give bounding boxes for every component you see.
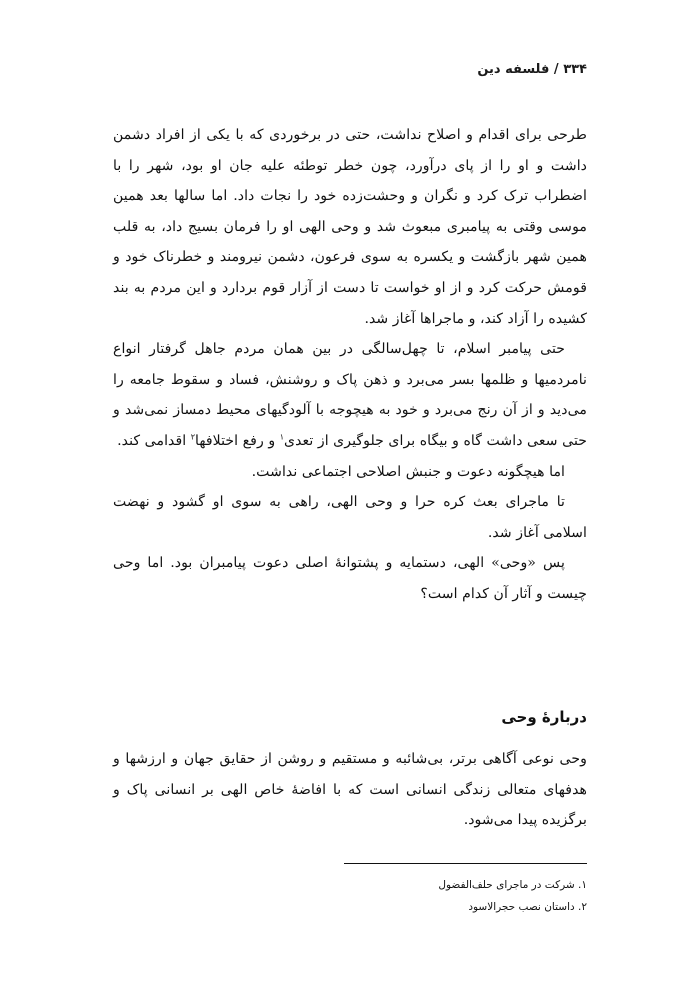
paragraph-5: پس «وحی» الهی، دستمایه و پشتوانهٔ اصلی دعوت پیامبران بود. اما وحی چیست و آثار آن کدام است؟: [113, 555, 587, 602]
paragraph-4: تا ماجرای بعث کره حرا و وحی الهی، راهی به سوی او گشود و نهضت اسلامی آغاز شد.: [113, 494, 587, 541]
paragraph-2-text-a: حتی پیامبر اسلام، تا چهل‌سالگی در بین همان مردم جاهل گرفتار انواع نامردمیها و ظلمها بسر می‌برد و ذهن پاک و روشنش، فساد و سقوط جامعه را می‌دید و از آن رنج می‌برد و خود به هیچوجه با آلودگیهای محیط دمساز نمی‌شد و حتی سعی داشت گاه و بیگاه برای جلوگیری از تعدی: [113, 341, 587, 449]
section-body-text: [113, 744, 587, 836]
paragraph-2-text-c: اقدامی کند.: [117, 432, 191, 449]
footnote-divider: [344, 863, 587, 864]
paragraph-2: [113, 334, 587, 456]
footnotes: [438, 874, 587, 918]
paragraph-3: اما هیچگونه دعوت و جنبش اصلاحی اجتماعی نداشت.: [251, 463, 565, 480]
section-paragraph: وحی نوعی آگاهی برتر، بی‌شائبه و مستقیم و روشن از حقایق جهان و ارزشها و هدفهای متعالی زندگی انسانی است که با افاضهٔ خاص الهی بر انسانی پاک و برگزیده پیدا می‌شود.: [113, 751, 587, 829]
footnote-ref-1[interactable]: ۱: [279, 432, 284, 442]
footnote-1: [438, 874, 587, 896]
footnote-2-number: ۲.: [578, 901, 587, 913]
footnote-2-text: داستان نصب حجرالاسود: [468, 901, 575, 913]
footnote-1-text: شرکت در ماجرای حلف‌الفضول: [438, 879, 575, 891]
paragraph-2-text-b: و رفع اختلافها: [195, 432, 280, 449]
footnote-ref-2[interactable]: ۲: [190, 432, 196, 442]
paragraph-1: طرحی برای اقدام و اصلاح نداشت، حتی در برخوردی که با یکی از افراد دشمن داشت و او را از پای درآورد، چون خطر توطئه علیه جان او بود، شهر را با اضطراب ترک کرد و نگران و وحشت‌زده خود را نجات داد. اما سالها بعد همین موسی وقتی به پیامبری مبعوث شد و وحی الهی او را فرمان بسیج داد، به قلب همین شهر بازگشت و یکسره به سوی فرعون، دشمن نیرومند و خطرناک خود و قومش حرکت کرد و از او خواست تا دست از آزار قوم بردارد و این مردم به بند کشیده را آزاد کند، و ماجراها آغاز شد.: [113, 127, 587, 327]
footnote-1-number: ۱.: [578, 879, 587, 891]
footnote-2: [438, 896, 587, 918]
section-heading: دربارهٔ وحی: [501, 708, 587, 726]
running-header: ۳۳۴ / فلسفه دین: [477, 62, 587, 77]
main-body-text: [113, 120, 587, 610]
